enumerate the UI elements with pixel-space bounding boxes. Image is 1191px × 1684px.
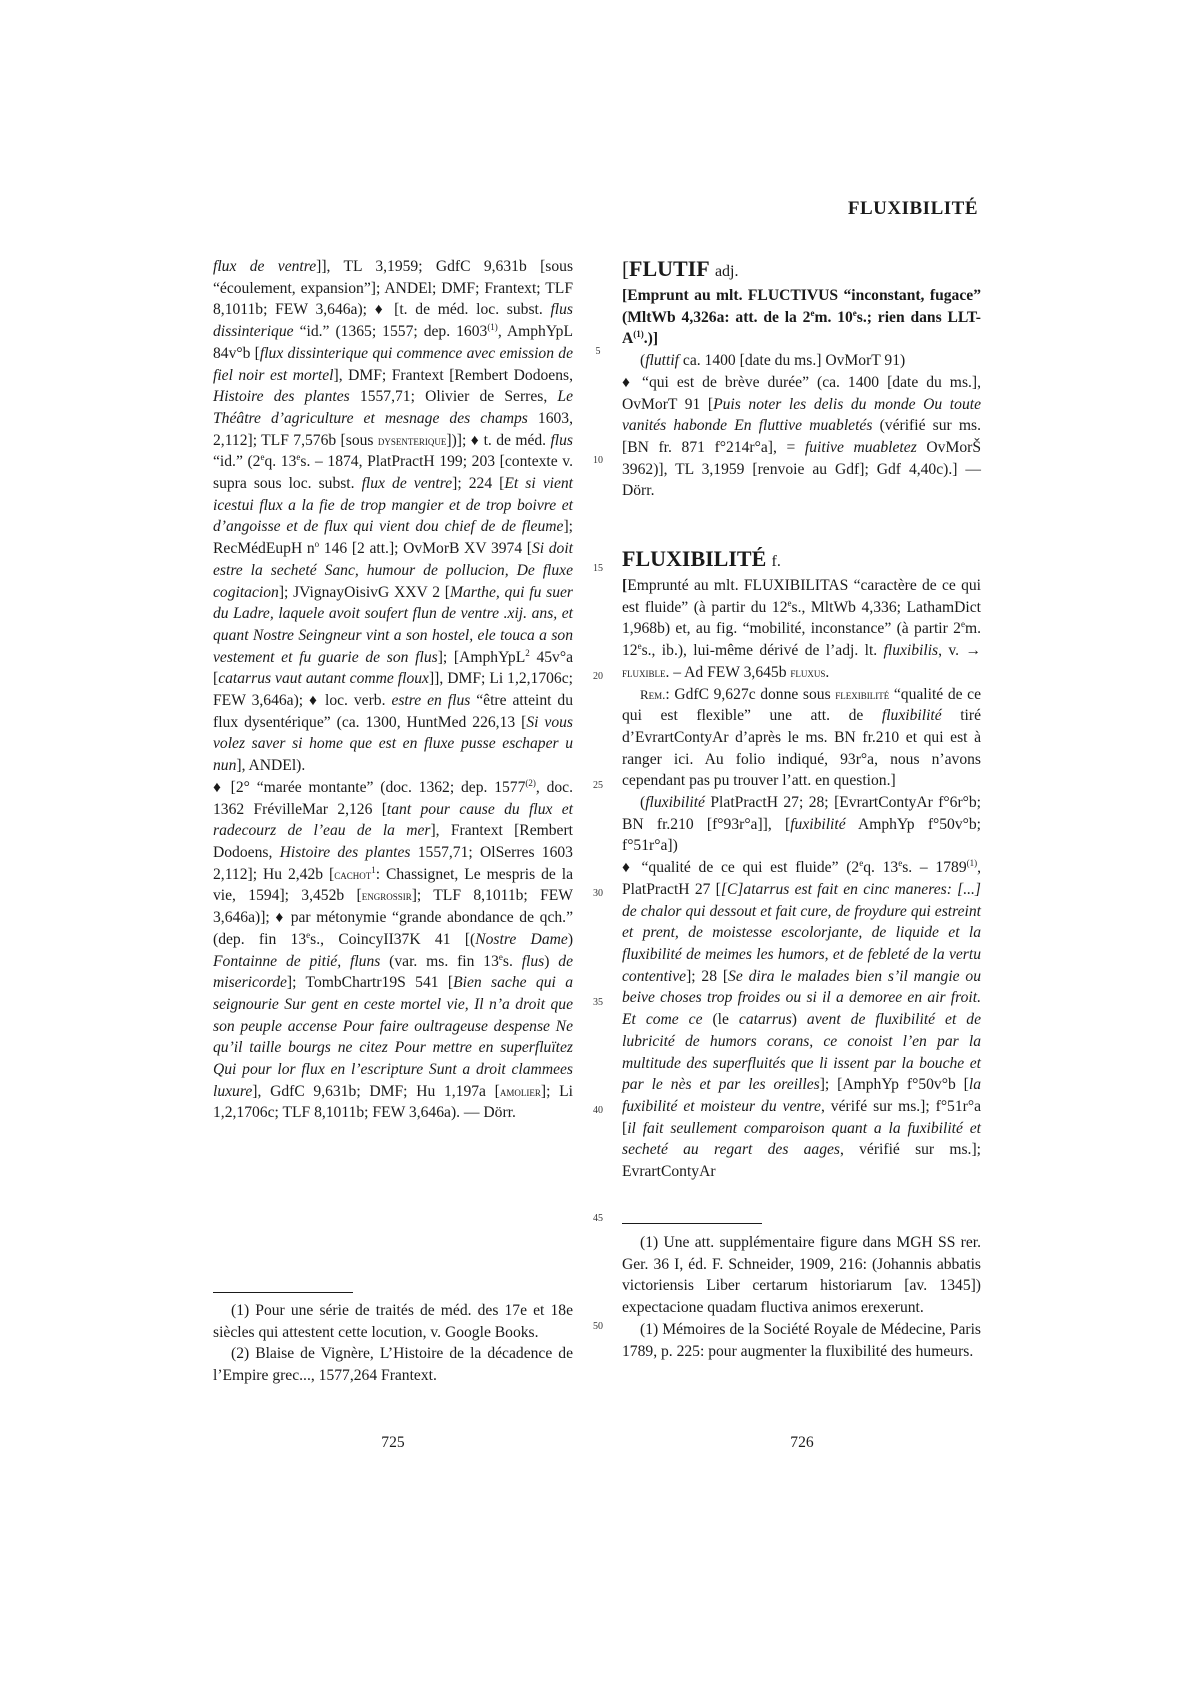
right-footnote-1: (1) Une att. supplémentaire figure dans MGH SS rer. Ger. 36 I, éd. F. Schneider, 1909, 216: (Johannis abbatis victoriensis Liber certarum historiarum [av. 1345]) expectacione quadam fluctiva animos erexerunt. — [622, 1234, 981, 1317]
line-number: 25 — [593, 780, 603, 791]
left-footnote-1: (1) Pour une série de traités de méd. des 17e et 18e siècles qui attestent cette locution, v. Google Books. — [213, 1302, 573, 1341]
flutif-lemma: FLUTIF — [629, 256, 710, 281]
fluxibilite-pos: f. — [771, 553, 781, 571]
line-number: 15 — [593, 563, 603, 574]
left-entry-paragraph-2: ♦ [2° “marée montante” (doc. 1362; dep. 1577$^{(2)}$, doc. 1362 FrévilleMar 2,126 [tant pour cause du flux et radecourz de l’eau de la mer], Frantext [Rembert Dodoens, Histoire des plantes 1557,71; OlSerres 1603 2,112]; Hu 2,42b [cachot$^1$: Chassignet, Le mespris de la vie, 1594]; 3,452b [engrossir]; TLF 8,1011b; FEW 3,646a)]; ♦ par métonymie “grande abondance de qch.” (dep. fin 13es., CoincyII37K 41 [(Nostre Dame) Fontainne de pitié, fluns (var. ms. fin 13es. flus) de misericorde]; TombChartr19S 541 [Bien sache qui a seignourie Sur gent en ceste mortel vie, Il n’a droit que son peuple accense Pour faire oultrageuse despense Ne qu’il taille bourgs ne citez Pour mettre en superfluïtez Qui pour lor flux en l’escripture Sunt a droit clammees luxure], GdfC 9,631b; DMF; Hu 1,197a [amolier]; Li 1,2,1706c; TLF 8,1011b; FEW 3,646a). — Dörr. — [213, 777, 574, 1122]
flutif-forms: (fluttif ca. 1400 [date du ms.] OvMorT 91) — [640, 352, 906, 370]
flutif-pos: adj. — [714, 263, 739, 280]
fluxibilite-forms: (fluxibilité PlatPractH 27; 28; [EvrartContyAr f°6r°b; BN fr.210 [f°93r°a]], [fuxibilité AmphYp f°50v°b; f°51r°a]) — [622, 794, 982, 855]
folio-right: 726 — [790, 1434, 814, 1451]
footnote-rule-right — [622, 1223, 762, 1224]
line-number: 10 — [593, 455, 603, 466]
right-footnote-2: (1) Mémoires de la Société Royale de Médecine, Paris 1789, p. 225: pour augmenter la fluxibilité des humeurs. — [622, 1320, 981, 1360]
flutif-headword: [FLUTIF adj. — [622, 256, 739, 281]
right-footnotes — [622, 1232, 981, 1362]
flutif-sense: ♦ “qui est de brève durée” (ca. 1400 [date du ms.], OvMorT 91 [Puis noter les delis du monde Ou toute vanités habonde En fluttive muabletés (vérifié sur ms. [BN fr. 871 f°214r°a], = fuitive muabletez OvMorŠ 3962)], TL 3,1959 [renvoie au Gdf]; Gdf 4,40c).] — Dörr. — [622, 373, 982, 500]
entry-spacer — [622, 502, 981, 546]
left-footnote-2: (2) Blaise de Vignère, L’Histoire de la décadence de l’Empire grec..., 1577,264 Frantext. — [213, 1345, 573, 1385]
line-number: 5 — [595, 346, 601, 357]
left-column — [213, 256, 573, 1124]
flutif-etymology: [Emprunt au mlt. FLUCTIVUS “inconstant, fugace” (MltWb 4,326a: att. de la 2em. 10es.; rien dans LLT-$A^{(1)}$.)] — [622, 287, 982, 348]
fluxibilite-sense: ♦ “qualité de ce qui est fluide” (2eq. 13es. – 1789$^{(1)}$, PlatPractH 27 [[C]atarrus est fait en cinc maneres: [...] de chalor qui dessout et fait cure, de froydure qui estreint et prent, de moistesse escolorjante, de liquide et la fluxibilité de meimes les humors, et de febleté de la vertu contentive]; 28 [Se dira le malades bien s’il mangie ou beive choses trop froides ou si il a demoree en air froit. Et come ce (le catarrus) avent de fluxibilité et de lubricité de humors corans, ce conoist l’en par la multitude des superfluités que li issent par la bouche et par le nès et par les oreilles]; [AmphYp f°50v°b [la fuxibilité et moisteur du ventre, vérifé sur ms.]; f°51r°a [il fait seullement comparoison quant a la fuxibilité et secheté au regart des aages, vérifié sur ms.]; EvrartContyAr — [622, 857, 982, 1181]
left-footnotes — [213, 1300, 573, 1387]
folio-left: 725 — [381, 1434, 405, 1451]
line-number: 35 — [593, 997, 603, 1008]
left-entry-paragraph-1: flux de ventre]], TL 3,1959; GdfC 9,631b [sous “écoulement, expansion”]; ANDEl; DMF; Frantext; TLF 8,1011b; FEW 3,646a); ♦ [t. de méd. loc. subst. flus dissinterique “id.” (1365; 1557; dep. 1603$^{(1)}$, AmphYpL 84v°b [flux dissinterique qui commence avec emission de fiel noir est mortel], DMF; Frantext [Rembert Dodoens, Histoire des plantes 1557,71; Olivier de Serres, Le Théâtre d’agriculture et mesnage des champs 1603, 2,112]; TLF 7,576b [sous dysenterique])]; ♦ t. de méd. flus “id.” (2eq. 13es. – 1874, PlatPractH 199; 203 [contexte v. supra sous loc. subst. flux de ventre]; 224 [Et si vient icestui flux a la fie de trop mangier et de trop boivre et d’angoisse et de flux qui vient dou chief de de fleume]; RecMédEupH $n^o$ 146 [2 att.]; OvMorB XV 3974 [Si doit estre la secheté Sanc, humour de pollucion, De fluxe cogitacion]; JVignayOisivG XXV 2 [Marthe, qui fu suer du Ladre, laquele avoit soufert flun de ventre .xij. ans, et quant Nostre Seingneur vint a son hostel, ele touca a son vestement et fu guarie de son flus]; [AmphYpL$^2$ 45v°a [catarrus vaut autant comme floux]], DMF; Li 1,2,1706c; FEW 3,646a); ♦ loc. verb. estre en flus “être atteint du flux dysentérique” (ca. 1300, HuntMed 226,13 [Si vous volez saver si home que est en fluxe pusse eschaper u nun], ANDEl). — [213, 258, 574, 775]
fluxibilite-remark: Rem.: GdfC 9,627c donne sous flexibilité “qualité de ce qui est flexible” une att. de fluxibilité tiré d’EvrartContyAr d’après le ms. BN fr.210 et qui est à ranger ici. Au folio indiqué, 93r°a, nous n’avons cependant pas pu trouver l’att. en question.] — [622, 685, 981, 790]
line-number: 30 — [593, 888, 603, 899]
line-number: 45 — [593, 1213, 603, 1224]
right-column — [622, 256, 981, 1183]
line-number: 40 — [593, 1105, 603, 1116]
fluxibilite-lemma: FLUXIBILITÉ — [622, 546, 767, 572]
line-number: 50 — [593, 1321, 603, 1332]
footnote-rule-left — [213, 1292, 353, 1293]
fluxibilite-etymology: [Emprunté au mlt. FLUXIBILITAS “caractère de ce qui est fluide” (à partir du 12es., MltWb 4,336; LathamDict 1,968b) et, au fig. “mobilité, inconstance” (à partir 2em. 12es., ib.), lui-même dérivé de l’adj. lt. fluxibilis, v. → fluxible. – Ad FEW 3,645b fluxus. — [622, 577, 981, 681]
fluxibilite-headword — [622, 546, 981, 575]
running-head: FLUXIBILITÉ — [847, 198, 978, 219]
line-number: 20 — [593, 671, 603, 682]
